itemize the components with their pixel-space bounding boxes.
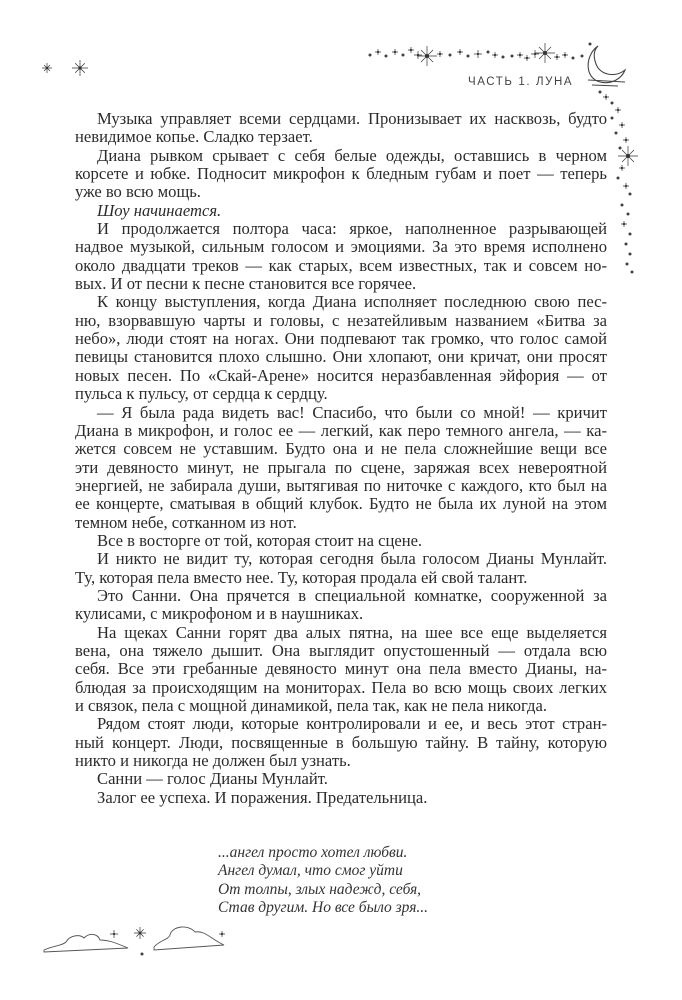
body-text xyxy=(75,110,607,807)
poem-line: ...ангел просто хотел любви. xyxy=(218,844,408,861)
text-line: Рядом стоят люди, которые контролировали и ее, и весь этот стран- xyxy=(97,714,607,734)
paragraph xyxy=(75,770,607,788)
star-icon xyxy=(625,185,627,187)
text-line: блюдая за происходящим на мониторах. Пела во всю мощь своих легких xyxy=(75,677,607,697)
text-line: надвое музыкой, сильным голосом и эмоциями. За это время исполнено xyxy=(75,237,607,257)
star-icon xyxy=(467,55,469,57)
text-line: ню, взорвавшую чарты и головы, с незатейливым названием «Битва за xyxy=(75,310,607,330)
text-line: эти девяносто минут, не прыгала по сцене, заряжая всех невероятной xyxy=(75,457,607,477)
text-line: себя. Все эти гребанные девяносто минут она пела вместо Дианы, на- xyxy=(75,659,607,679)
star-icon xyxy=(556,56,558,58)
text-line: небо», люди стоят на ногах. Они подпевают так громко, что голос самой xyxy=(75,329,607,349)
star-icon xyxy=(564,54,566,56)
text-line: вых. И от песни к песне становится все горячее. xyxy=(75,274,417,294)
star-icon xyxy=(623,223,625,225)
text-line: и связок, пела с мощной динамикой, пела так, как не пела никогда. xyxy=(75,696,547,715)
star-icon xyxy=(79,67,82,70)
text-line: Диана в микрофон, и голос ее — легкий, как перо темного ангела, — ка- xyxy=(75,420,607,440)
paragraph xyxy=(75,550,607,587)
star-icon xyxy=(141,953,143,955)
running-head: ЧАСТЬ 1. ЛУНА xyxy=(468,76,574,88)
star-icon xyxy=(394,51,396,53)
star-icon xyxy=(572,57,574,59)
paragraph xyxy=(75,202,607,220)
text-line: Диана рывком срывает с себя белые одежды, оставшись в черном xyxy=(97,145,607,165)
text-line: никто и никогда не должен был узнать. xyxy=(75,751,351,771)
text-line: И никто не видит ту, которая сегодня была голосом Дианы Мунлайт. xyxy=(97,549,607,569)
text-line: ее концерте, сматывая в общий клубок. Будто не была их луной на этом xyxy=(75,494,607,514)
paragraph xyxy=(75,587,607,624)
star-icon xyxy=(459,51,461,53)
text-line: Ту, которая пела вместо нее. Ту, которая продала ей свой талант. xyxy=(75,567,528,587)
text-line: На щеках Санни горят два алых пятна, на шее все еще выделяется xyxy=(97,622,607,642)
poem-line: От толпы, злых надежд, себя, xyxy=(218,880,422,898)
star-icon xyxy=(526,57,528,59)
star-icon xyxy=(611,117,613,119)
paragraph xyxy=(75,293,607,403)
moon-icon xyxy=(588,46,625,86)
text-line: Музыка управляет всеми сердцами. Пронизывает их насквозь, будто xyxy=(97,109,607,128)
star-icon xyxy=(621,124,623,126)
text-line: Шоу начинается. xyxy=(97,200,222,220)
star-icon xyxy=(626,154,629,157)
star-icon xyxy=(534,53,536,55)
star-icon xyxy=(410,49,412,51)
paragraph xyxy=(75,789,607,807)
paragraph xyxy=(75,110,607,147)
star-icon xyxy=(502,56,504,58)
star-icon xyxy=(113,933,115,935)
paragraph xyxy=(75,147,607,202)
text-line: Санни — голос Дианы Мунлайт. xyxy=(97,769,328,789)
text-line: ный концерт. Люди, посвященные в большую тайну. В тайну, которую xyxy=(75,732,607,752)
text-line: невидимое копье. Сладко терзает. xyxy=(75,127,313,147)
paragraph xyxy=(75,404,607,532)
star-icon xyxy=(629,193,631,195)
star-icon xyxy=(402,54,404,56)
star-icon xyxy=(617,109,619,111)
poem-line: Став другим. Но все было зря... xyxy=(218,899,429,917)
text-line: жется совсем не уставшим. Будто она и не пела сложнейшие вещи все xyxy=(75,439,607,459)
star-icon xyxy=(417,54,419,56)
star-icon xyxy=(369,54,371,56)
text-line: Это Санни. Она прячется в специальной комнатке, сооруженной за xyxy=(97,585,607,605)
star-icon xyxy=(631,271,633,273)
star-icon xyxy=(511,55,513,57)
star-icon xyxy=(625,139,627,141)
star-icon xyxy=(46,67,48,69)
star-icon xyxy=(629,253,631,255)
text-line: новых песен. По «Скай-Арене» носится неразбавленная эйфория — от xyxy=(75,365,607,385)
text-line: И продолжается полтора часа: яркое, наполненное разрывающей xyxy=(97,219,607,239)
star-icon xyxy=(617,177,619,179)
star-icon xyxy=(487,51,489,53)
star-icon xyxy=(627,213,629,215)
star-icon xyxy=(599,91,601,93)
star-icon xyxy=(621,167,623,169)
star-icon xyxy=(425,54,428,57)
paragraph xyxy=(75,715,607,770)
star-icon xyxy=(611,102,613,104)
star-icon xyxy=(625,243,627,245)
star-icon xyxy=(519,54,521,56)
paragraph xyxy=(75,220,607,293)
text-line: К концу выступления, когда Диана исполняет последнюю свою пес- xyxy=(97,292,607,312)
text-line: Все в восторге от той, которая стоит на сцене. xyxy=(97,530,423,550)
paragraph xyxy=(75,624,607,716)
cloud-icon xyxy=(44,927,224,952)
text-line: кулисами, с микрофоном и в наушниках. xyxy=(75,604,364,624)
star-icon xyxy=(626,263,628,265)
text-line: корсете и юбке. Подносит микрофон к бледным губам и поет — теперь xyxy=(75,164,607,184)
star-icon xyxy=(615,132,617,134)
star-icon xyxy=(221,933,223,935)
star-icon xyxy=(605,96,607,98)
text-line: темном небе, сотканном из нот. xyxy=(75,512,297,532)
star-icon xyxy=(449,54,451,56)
star-icon xyxy=(581,55,583,57)
star-icon xyxy=(439,53,441,55)
poem-line: Ангел думал, что смог уйти xyxy=(218,862,403,880)
star-icon xyxy=(494,54,496,56)
star-icon xyxy=(543,51,546,54)
text-line: энергией, не забирала души, вытягивая по ниточке с каждого, кто был на xyxy=(75,475,607,495)
paragraph xyxy=(75,532,607,550)
star-icon xyxy=(629,233,631,235)
star-icon xyxy=(589,43,591,45)
text-line: — Я была рада видеть вас! Спасибо, что были со мной! — кричит xyxy=(97,402,607,422)
text-line: Залог ее успеха. И поражения. Предательница. xyxy=(97,787,428,807)
text-line: около двадцати треков — как старых, всем известных, так и совсем но- xyxy=(75,255,607,275)
text-line: уже во всю мощь. xyxy=(75,182,201,202)
poem-epigraph xyxy=(218,844,428,918)
text-line: пульса к пульсу, от сердца к сердцу. xyxy=(75,384,328,404)
star-icon xyxy=(139,932,141,934)
star-icon xyxy=(385,55,387,57)
text-line: певицы становится плохо слышно. Они хлопают, они кричат, они просят xyxy=(75,347,607,367)
star-icon xyxy=(377,51,379,53)
star-icon xyxy=(621,204,623,206)
star-icon xyxy=(477,53,479,55)
text-line: вена, она тяжело дышит. Она выглядит опустошенный — отдала всю xyxy=(75,640,607,660)
star-icon xyxy=(619,147,621,149)
